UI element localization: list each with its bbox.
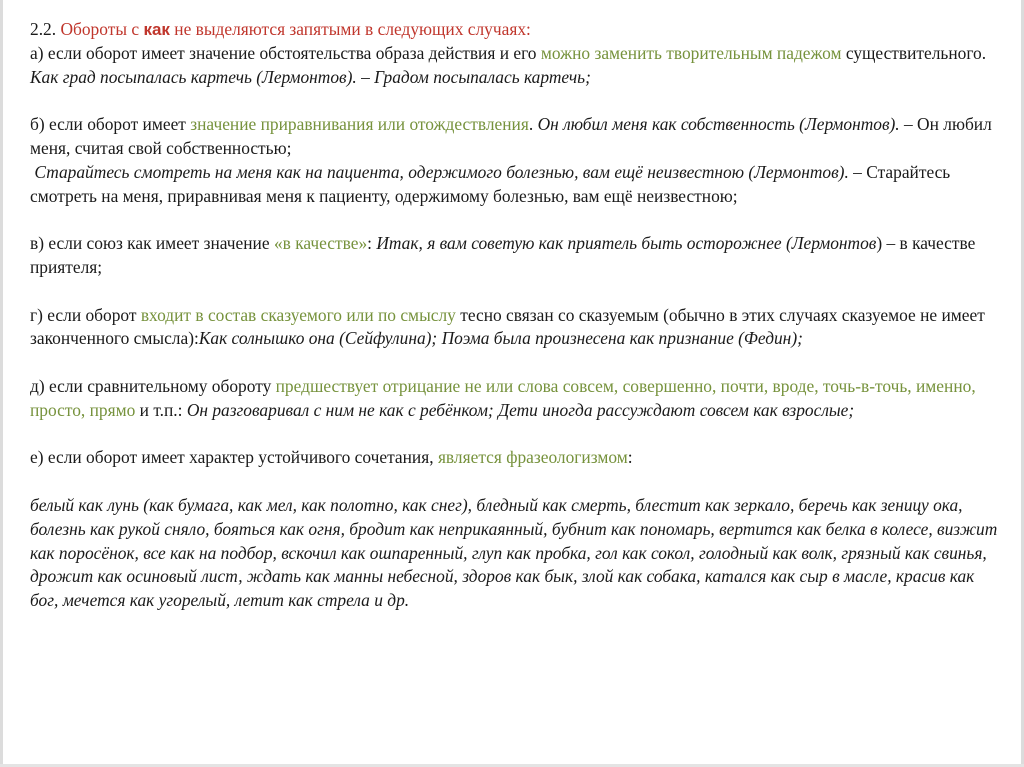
case-e xyxy=(30,446,998,470)
case-e-colon: : xyxy=(627,447,633,468)
case-b-dot: . xyxy=(528,114,534,135)
case-b xyxy=(30,113,998,161)
case-b-example1: Он любил меня как собственность (Лермонтов). xyxy=(537,114,900,135)
case-d-tail: и т.п.: xyxy=(139,399,183,420)
case-b-highlight: значение приравнивания или отождествления xyxy=(190,114,529,135)
slide-text xyxy=(30,18,998,613)
heading-number: 2.2. xyxy=(30,19,57,39)
case-d-lead: д) если сравнительному обороту xyxy=(30,375,272,396)
spacer xyxy=(30,470,998,494)
heading-after: не выделяются запятыми в следующих случаях: xyxy=(174,19,531,39)
case-g-tail: тесно связан со сказуемым (обычно в этих случаях сказуемое не имеет законченного смысла): xyxy=(30,304,985,349)
case-b-example2-tail: Старайтесь смотреть на меня, приравнивая меня к пациенту, одержимому болезнью, вам ещё неизвестною; xyxy=(30,161,951,206)
case-a-example: Как град посыпалась картечь (Лермонтов). – Градом посыпалась картечь; xyxy=(30,66,591,87)
case-g-example: Как солнышко она (Сейфулина); Поэма была произнесена как признание (Федин); xyxy=(198,328,803,349)
case-v-tail: ) – в качестве приятеля; xyxy=(30,233,976,277)
spacer xyxy=(30,208,998,232)
spacer xyxy=(30,280,998,304)
case-a xyxy=(30,42,998,90)
case-g-highlight: входит в состав сказуемого или по смыслу xyxy=(140,304,456,325)
slide-left-edge xyxy=(0,0,3,767)
case-v-highlight: «в качестве» xyxy=(273,233,368,254)
case-d-example: Он разговаривал с ним не как с ребёнком; Дети иногда рассуждают совсем как взрослые; xyxy=(186,399,855,420)
spacer xyxy=(30,423,998,447)
case-a-highlight: можно заменить творительным падежом xyxy=(540,42,842,63)
case-a-tail: существительного. xyxy=(845,42,987,63)
heading-before: Обороты с xyxy=(60,19,140,39)
case-b-example2: Старайтесь смотреть на меня как на пациента, одержимого болезнью, вам ещё неизвестною (Лермонтов). – xyxy=(34,161,862,182)
case-v-example: Итак, я вам советую как приятель быть осторожнее (Лермонтов xyxy=(376,233,877,254)
spacer xyxy=(30,351,998,375)
case-a-lead: а) если оборот имеет значение обстоятельства образа действия и его xyxy=(30,42,537,63)
heading-keyword: как xyxy=(143,20,170,39)
case-b-second xyxy=(30,161,998,209)
case-g xyxy=(30,304,998,352)
idioms-list: белый как лунь (как бумага, как мел, как полотно, как снег), бледный как смерть, блестит как зеркало, беречь как зеницу ока, болезнь как рукой сняло, бояться как огня, бродит как неприкаянный, бубнит как пономарь, вертится как белка в колесе, визжит как поросёнок, все как на подбор, вскочил как ошпаренный, глуп как пробка, гол как сокол, голодный как волк, грязный как свинья, дрожит как осиновый лист, ждать как манны небесной, здоров как бык, злой как собака, катался как сыр в масле, красив как бог, мечется как угорелый, летит как стрела и др. xyxy=(30,494,998,611)
case-v xyxy=(30,232,998,280)
case-d xyxy=(30,375,998,423)
case-v-lead: в) если союз как имеет значение xyxy=(30,233,270,254)
case-e-lead: е) если оборот имеет характер устойчивого сочетания, xyxy=(30,447,434,468)
case-b-lead: б) если оборот имеет xyxy=(30,114,186,135)
case-b-example1-tail: – Он любил меня, считая свой собственностью; xyxy=(30,114,992,158)
spacer xyxy=(30,89,998,113)
case-e-highlight: является фразеологизмом xyxy=(437,447,628,468)
case-d-highlight: предшествует отрицание не или слова совсем, совершенно, почти, вроде, точь-в-точь, именно, просто, прямо xyxy=(30,375,976,420)
heading xyxy=(30,18,998,42)
case-g-lead: г) если оборот xyxy=(30,304,137,325)
case-v-colon: : xyxy=(367,233,372,254)
